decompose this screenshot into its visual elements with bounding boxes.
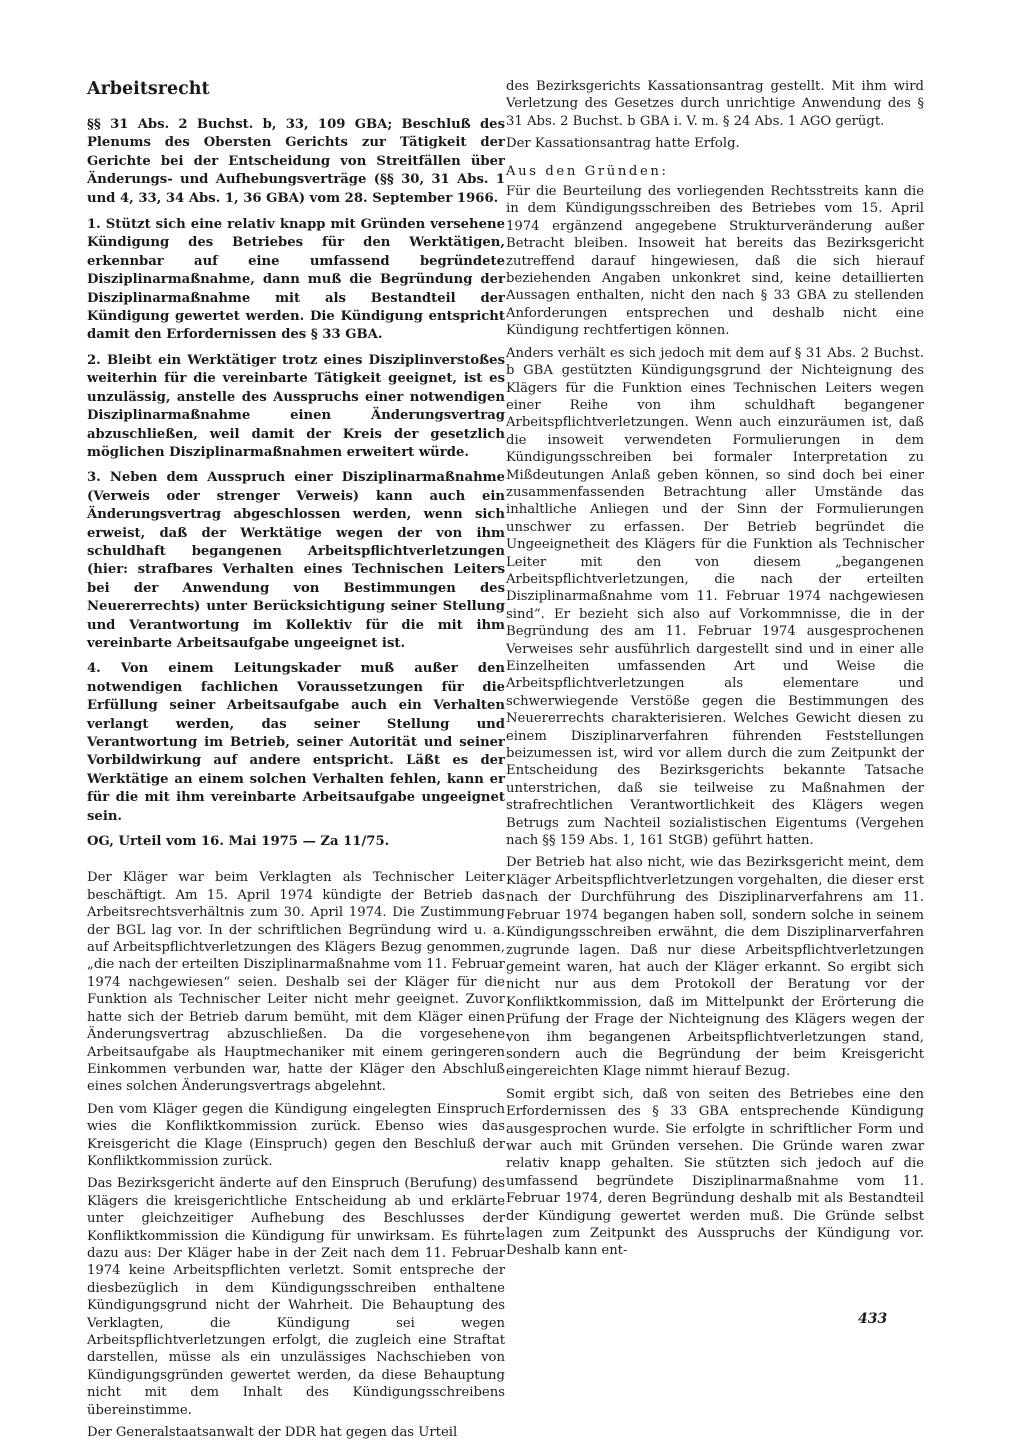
body-paragraph: Den vom Kläger gegen die Kündigung eingelegten Einspruch wies die Konfliktkommission zurück. Ebenso wies das Kreisgericht die Klage (Einspruch) gegen den Beschluß der Konfliktkommission zurück. <box>87 1101 505 1169</box>
section-heading: Arbeitsrecht <box>87 79 210 99</box>
legal-reference: §§ 31 Abs. 2 Buchst. b, 33, 109 GBA; Beschluß des Plenums des Obersten Gerichts zur Tätigkeit der Gerichte bei der Entscheidung von Streitfällen über Änderungs- und Aufhebungsverträge (§§ 30, 31 Abs. 1 und 4, 33, 34 Abs. 1, 36 GBA) vom 28. September 1966. <box>87 117 505 206</box>
continued-paragraph: des Bezirksgerichts Kassationsantrag gestellt. Mit ihm wird Verletzung des Gesetzes durch unrichtige Anwendung des § 31 Abs. 2 Buchst. b GBA i. V. m. § 24 Abs. 1 AGO gerügt. <box>506 79 924 129</box>
page-number: 433 <box>858 1311 888 1327</box>
leitsatz-4: 4. Von einem Leitungskader muß außer den notwendigen fachlichen Voraussetzungen für die Erfüllung seiner Arbeitsaufgabe auch ein Verhalten verlangt werden, das seiner Stellung und Verantwortung im Betrieb, seiner Autorität und seiner Vorbildwirkung auf andere entspricht. Läßt es der Werktätige an einem solchen Verhalten fehlen, kann er für die mit ihm vereinbarte Arbeitsaufgabe ungeeignet sein. <box>87 661 505 824</box>
body-paragraph: Der Kläger war beim Verklagten als Technischer Leiter beschäftigt. Am 15. April 1974 kündigte der Betrieb das Arbeitsrechtsverhältnis zum 30. April 1974. Die Zustimmung der BGL lag vor. In der schriftlichen Begründung wird u. a. auf Arbeitspflichtverletzungen des Klägers Bezug genommen, „die nach der erteilten Disziplinarmaßnahme vom 11. Februar 1974 nachgewiesen“ seien. Deshalb sei der Kläger für die Funktion als Technischer Leiter nicht mehr geeignet. Zuvor hatte sich der Betrieb darum bemüht, mit dem Kläger einen Änderungsvertrag abzuschließen. Da die vorgesehene Arbeitsaufgabe als Hauptmechaniker mit einem geringeren Einkommen verbunden war, hatte der Kläger den Abschluß eines solchen Änderungsvertrags abgelehnt. <box>87 870 505 1095</box>
body-paragraph: Der Betrieb hat also nicht, wie das Bezirksgericht meint, dem Kläger Arbeitspflichtverletzungen vorgehalten, die dieser erst nach der Durchführung des Disziplinarverfahrens am 11. Februar 1974 begangen haben soll, sondern solche in seinem Kündigungsschreiben erwähnt, die dem Disziplinarverfahren zugrunde lagen. Daß nur diese Arbeitspflichtverletzungen gemeint waren, hat auch der Kläger erkannt. So ergibt sich nicht nur aus dem Protokoll der Beratung vor der Konfliktkommission, daß im Mittelpunkt der Erörterung die Prüfung der Frage der Nichteignung des Klägers wegen der von ihm begangenen Arbeitspflichtverletzungen stand, sondern auch die Begründung der beim Kreisgericht eingereichten Klage nimmt hierauf Bezug. <box>506 855 924 1080</box>
leitsatz-2: 2. Bleibt ein Werktätiger trotz eines Disziplinverstoßes weiterhin für die vereinbarte Tätigkeit geeignet, ist es unzulässig, anstelle des Ausspruchs einer notwendigen Disziplinarmaßnahme einen Änderungsvertrag abzuschließen, weil damit der Kreis der gesetzlich möglichen Disziplinarmaßnahmen erweitert würde. <box>87 352 505 460</box>
body-paragraph: Für die Beurteilung des vorliegenden Rechtsstreits kann die in dem Kündigungsschreiben des Betriebes vom 15. April 1974 ergänzend angegebene Strukturveränderung außer Betracht bleiben. Insoweit hat bereits das Bezirksgericht zutreffend darauf hingewiesen, daß die sich hierauf beziehenden Angaben unkonkret sind, keine detaillierten Aussagen enthalten, nicht den nach § 33 GBA zu stellenden Anforderungen entsprechen und deshalb nicht eine Kündigung rechtfertigen können. <box>506 184 924 339</box>
body-paragraph: Der Generalstaatsanwalt der DDR hat gegen das Urteil <box>87 1425 458 1441</box>
section-label: Aus den Gründen: <box>506 163 669 179</box>
verdict-citation: OG, Urteil vom 16. Mai 1975 — Za 11/75. <box>87 834 390 850</box>
left-column <box>87 78 505 1446</box>
body-paragraph: Somit ergibt sich, daß von seiten des Betriebes eine den Erfordernissen des § 33 GBA entsprechende Kündigung ausgesprochen wurde. Sie erfolgte in schriftlicher Form und war auch mit Gründen versehen. Die Gründe waren zwar relativ knapp gehalten. Sie stützten sich jedoch auf die umfassend begründete Disziplinarmaßnahme vom 11. Februar 1974, deren Begründung deshalb mit als Bestandteil der Kündigung gewertet werden muß. Die Gründe selbst lagen zum Zeitpunkt des Ausspruchs der Kündigung vor. Deshalb kann ent- <box>506 1086 924 1259</box>
body-paragraph: Das Bezirksgericht änderte auf den Einspruch (Berufung) des Klägers die kreisgerichtliche Entscheidung ab und erklärte unter gleichzeitiger Aufhebung des Beschlusses der Konfliktkommission die Kündigung für unwirksam. Es führte dazu aus: Der Kläger habe in der Zeit nach dem 11. Februar 1974 keine Arbeitspflichten verletzt. Somit entspreche der diesbezüglich in dem Kündigungsschreiben enthaltene Kündigungsgrund nicht der Wahrheit. Die Behauptung des Verklagten, die Kündigung sei wegen Arbeitspflichtverletzungen erfolgt, die zugleich eine Straftat darstellen, müsse als ein unzulässiges Nachschieben von Kündigungsgründen gewertet werden, da diese Behauptung nicht mit dem Inhalt des Kündigungsschreibens übereinstimme. <box>87 1176 505 1418</box>
leitsatz-3: 3. Neben dem Ausspruch einer Disziplinarmaßnahme (Verweis oder strenger Verweis) kann auch ein Änderungsvertrag abgeschlossen werden, wenn sich erweist, daß der Werktätige wegen der von ihm schuldhaft begangenen Arbeitspflichtverletzungen (hier: strafbares Verhalten eines Technischen Leiters bei der Anwendung von Bestimmungen des Neuererrechts) unter Berücksichtigung seiner Stellung und Verantwortung im Kollektiv für die mit ihm vereinbarte Arbeitsaufgabe ungeeignet ist. <box>87 470 505 651</box>
leitsatz-1: 1. Stützt sich eine relativ knapp mit Gründen versehene Kündigung des Betriebes für den Werktätigen, erkennbar auf eine umfassend begründete Disziplinarmaßnahme, dann muß die Begründung der Disziplinarmaßnahme mit als Bestandteil der Kündigung gewertet werden. Die Kündigung entspricht damit den Erfordernissen des § 33 GBA. <box>87 217 505 343</box>
result-statement: Der Kassationsantrag hatte Erfolg. <box>506 136 740 152</box>
right-column <box>506 78 924 1265</box>
body-paragraph: Anders verhält es sich jedoch mit dem auf § 31 Abs. 2 Buchst. b GBA gestützten Kündigungsgrund der Nichteignung des Klägers für die Funktion eines Technischen Leiters wegen einer Reihe von ihm schuldhaft begangener Arbeitspflichtverletzungen. Wenn auch einzuräumen ist, daß die insoweit verwendeten Formulierungen in dem Kündigungsschreiben bei formaler Interpretation zu Mißdeutungen Anlaß geben können, so sind doch bei einer zusammenfassenden Betrachtung aller Umstände das inhaltliche Anliegen und der Sinn der Formulierungen unschwer zu erfassen. Der Betrieb begründet die Ungeeignetheit des Klägers für die Funktion als Technischer Leiter mit den von diesem „begangenen Arbeitspflichtverletzungen, die nach der erteilten Disziplinarmaßnahme vom 11. Februar 1974 nachgewiesen sind“. Er bezieht sich also auf Vorkommnisse, die in der Begründung des am 11. Februar 1974 ausgesprochenen Verweises sehr ausführlich dargestellt sind und in einer alle Einzelheiten umfassenden Art und Weise die Arbeitspflichtverletzungen als elementare und schwerwiegende Verstöße gegen die Bestimmungen des Neuererrechts charakterisieren. Welches Gewicht diesen zu einem Disziplinarverfahren führenden Feststellungen beizumessen ist, wird vor allem durch die zum Zeitpunkt der Entscheidung des Bezirksgerichts bekannte Tatsache unterstrichen, daß sie teilweise zu Maßnahmen der strafrechtlichen Verantwortlichkeit des Klägers wegen Betrugs zum Nachteil sozialistischen Eigentums (Vergehen nach §§ 159 Abs. 1, 161 StGB) geführt hatten. <box>506 345 924 849</box>
